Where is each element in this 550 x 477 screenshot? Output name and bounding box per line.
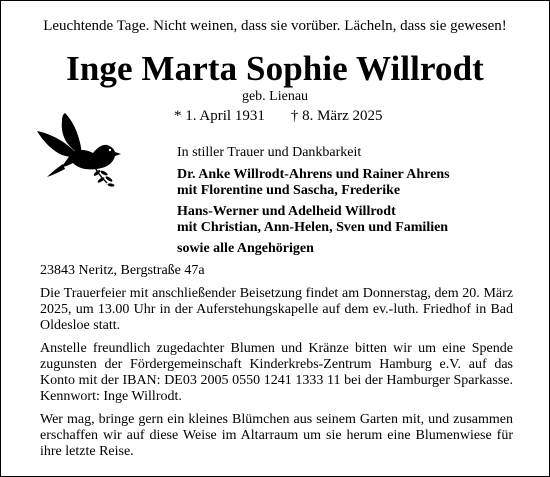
mourners-block (177, 145, 517, 257)
motto: Leuchtende Tage. Nicht weinen, dass sie vorüber. Lächeln, dass sie gewesen! (43, 18, 507, 34)
mourner-line: Dr. Anke Willrodt-Ahrens und Rainer Ahrens (177, 166, 450, 182)
maiden-name: geb. Lienau (241, 89, 309, 104)
flowers-paragraph: Wer mag, bringe gern ein kleines Blümchen aus seinem Garten mit, und zusammen erschaffen wir auf diese Weise im Altarraum um sie herum eine Blumenwiese für ihre letzte Reise. (40, 412, 513, 459)
notice-body (40, 263, 513, 467)
all-relatives: sowie alle Angehörigen (177, 240, 314, 256)
mourner-line: mit Florentine und Sascha, Frederike (177, 183, 401, 198)
mourner-line: mit Christian, Ann-Helen, Sven und Familien (177, 220, 449, 235)
mourning-intro: In stiller Trauer und Dankbarkeit (177, 145, 362, 160)
mourner-line: Hans-Werner und Adelheid Willrodt (177, 203, 396, 219)
deceased-name: Inge Marta Sophie Willrodt (66, 49, 484, 88)
mourner-group (177, 204, 517, 237)
life-dates (174, 107, 383, 125)
death-date: † 8. März 2025 (290, 108, 383, 124)
mourner-group (177, 167, 517, 200)
donation-paragraph: Anstelle freundlich zugedachter Blumen und Kränze bitten wir um eine Spende zugunsten der Fördergemeinschaft Kinderkrebs-Zentrum Hamburg e.V. auf das Konto mit der IBAN: DE03 2005 0550 1241 1333 11 bei der Hamburger Sparkasse. Kennwort: Inge Willrodt. (40, 341, 513, 404)
birth-date: * 1. April 1931 (174, 108, 265, 124)
address: 23843 Neritz, Bergstraße 47a (40, 263, 205, 278)
dove-with-olive-branch-icon (35, 111, 125, 187)
funeral-paragraph: Die Trauerfeier mit anschließender Beisetzung findet am Donnerstag, dem 20. März 2025, um 13.00 Uhr in der Auferstehungskapelle auf dem ev.-luth. Friedhof in Bad Oldesloe statt. (40, 286, 513, 333)
